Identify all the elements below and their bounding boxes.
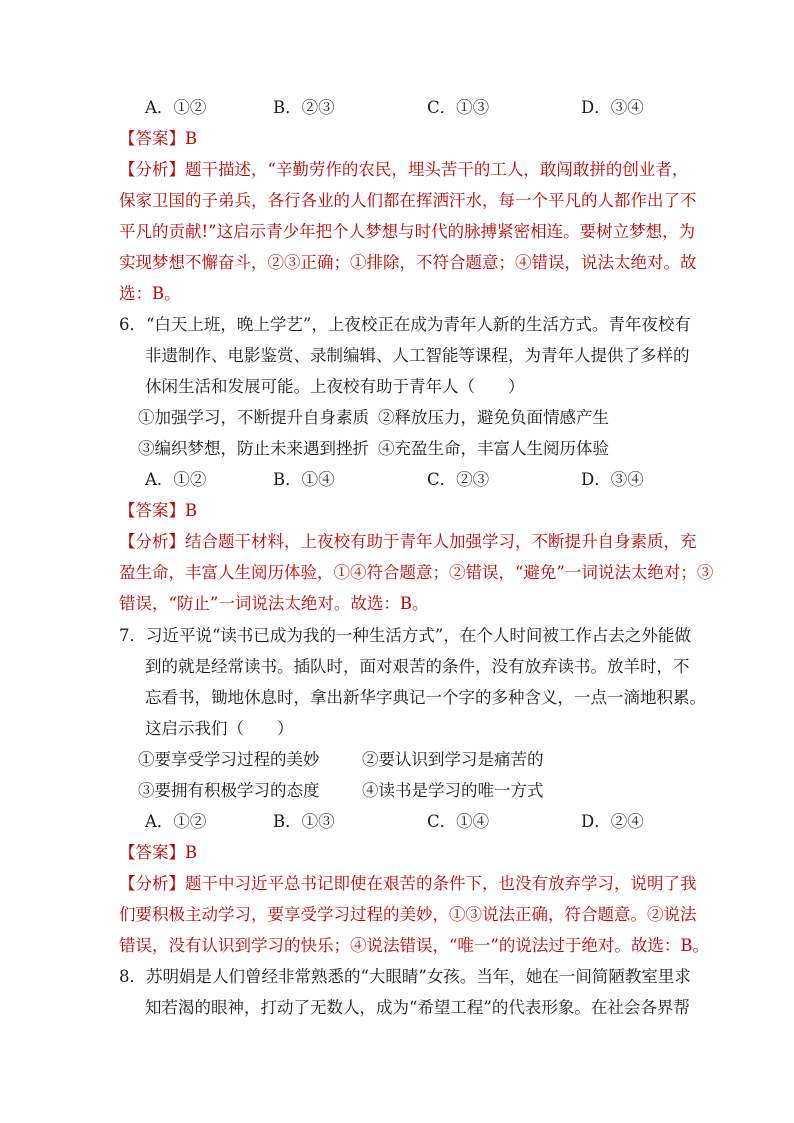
option-d: D．②④ [581,812,644,831]
q6-analysis-line: 盈生命，丰富人生阅历体验，①④符合题意；②错误，“避免”一词说法太绝对；③ [119,563,714,582]
q6-stem-line: 休闲生活和发展可能。上夜校有助于青年人（ ） [145,377,525,396]
option-a: A．①② [145,98,207,117]
option-d: D．③④ [581,470,644,489]
analysis-tag: 【分析】 [119,532,185,551]
option-b: B．①④ [273,470,335,489]
option-d: D．③④ [581,98,644,117]
option-a: A．①② [145,812,207,831]
analysis-tag: 【分析】 [119,874,185,893]
statement-4: ④读书是学习的唯一方式 [362,781,544,800]
q6-analysis-line [119,531,794,553]
q8-stem-line: 8．苏明娟是人们曾经非常熟悉的“大眼睛”女孩。当年，她在一间简陋教室里求 [119,967,691,986]
option-b: B．②③ [273,98,335,117]
statement-3: ③编织梦想，防止未来遇到挫折 [138,439,369,458]
option-a: A．①② [145,470,207,489]
q5-analysis-line: 选：B。 [119,284,181,303]
answer-value: B [185,129,198,148]
statement-1: ①要享受学习过程的美妙 [138,750,320,769]
option-b: B．①③ [273,812,335,831]
q7-stem-line: 这启示我们（ ） [145,719,294,738]
statement-4: ④充盈生命，丰富人生阅历体验 [378,439,609,458]
q6-stem-line: 6．“白天上班，晚上学艺”，上夜校正在成为青年人新的生活方式。青年夜校有 [119,315,691,334]
q7-analysis-line [119,873,794,895]
statement-2: ②释放压力，避免负面情感产生 [378,408,609,427]
q6-analysis-line: 错误，“防止”一词说法太绝对。故选：B。 [119,594,429,613]
analysis-text: 结合题干材料，上夜校有助于青年人加强学习，不断提升自身素质，充 [185,532,697,551]
q7-analysis-line: 错误，没有认识到学习的快乐；④说法错误，“唯一”的说法过于绝对。故选：B。 [119,936,709,955]
q5-analysis-line: 平凡的贡献!”这启示青少年把个人梦想与时代的脉搏紧密相连。要树立梦想，为 [119,222,696,241]
answer-value: B [185,843,198,862]
q7-answer [119,842,794,864]
option-c: C．①③ [427,98,490,117]
q5-answer [119,128,794,150]
analysis-text: 题干描述，“辛勤劳作的农民，埋头苦干的工人，敢闯敢拼的创业者， [185,160,689,179]
option-c: C．②③ [427,470,490,489]
answer-tag: 【答案】 [119,501,185,520]
statement-1: ①加强学习，不断提升自身素质 [138,408,369,427]
option-c: C．①④ [427,812,490,831]
q8-stem-line: 知若渴的眼神，打动了无数人，成为“希望工程”的代表形象。在社会各界帮 [145,998,690,1017]
q7-stem-line: 7．习近平说“读书已成为我的一种生活方式”，在个人时间被工作占去之外能做 [119,626,691,645]
q7-stem-line: 到的就是经常读书。插队时，面对艰苦的条件，没有放弃读书。放羊时，不 [145,657,690,676]
q6-answer [119,500,794,522]
statement-2: ②要认识到学习是痛苦的 [362,750,544,769]
q7-stem-line: 忘看书，锄地休息时，拿出新华字典记一个字的多种含义，一点一滴地积累。 [145,688,706,707]
analysis-tag: 【分析】 [119,160,185,179]
q5-analysis-line: 实现梦想不懈奋斗，②③正确；①排除，不符合题意；④错误，说法太绝对。故 [119,253,697,272]
q5-analysis-line: 保家卫国的子弟兵，各行各业的人们都在挥洒汗水，每一个平凡的人都作出了不 [119,191,697,210]
answer-value: B [185,501,198,520]
answer-tag: 【答案】 [119,129,185,148]
q7-analysis-line: 们要积极主动学习，要享受学习过程的美妙，①③说法正确，符合题意。②说法 [119,905,697,924]
q6-stem-line: 非遗制作、电影鉴赏、录制编辑、人工智能等课程，为青年人提供了多样的 [145,346,690,365]
q5-analysis-line [119,159,794,181]
answer-tag: 【答案】 [119,843,185,862]
statement-3: ③要拥有积极学习的态度 [138,781,320,800]
analysis-text: 题干中习近平总书记即使在艰苦的条件下，也没有放弃学习，说明了我 [185,874,697,893]
